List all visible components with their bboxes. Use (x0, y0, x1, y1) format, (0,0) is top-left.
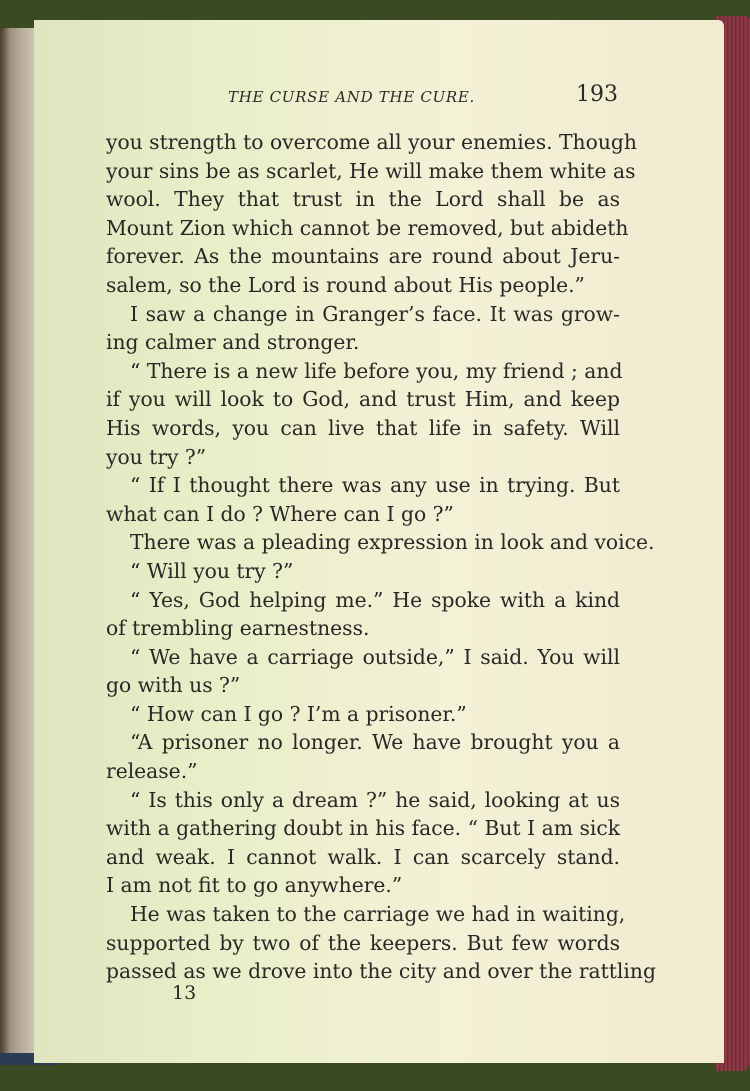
text-line: “ Yes, God helping me.” He spoke with a kind (130, 587, 620, 612)
spine-shadow (0, 28, 10, 1063)
text-line: There was a pleading expression in look and voice. (130, 530, 655, 555)
text-line: your sins be as scarlet, He will make them white as (106, 158, 636, 183)
text-line: release.” (106, 759, 198, 784)
previous-page-edge (0, 28, 36, 1063)
text-line: “ Will you try ?” (130, 558, 294, 583)
page-body-text (106, 128, 656, 986)
text-line: you strength to overcome all your enemies. Though (106, 130, 637, 154)
page-header (34, 68, 724, 108)
text-line: forever. As the mountains are round about Jeru- (106, 244, 620, 269)
text-line: go with us ?” (106, 673, 241, 698)
text-line: “ There is a new life before you, my friend ; and (130, 358, 623, 383)
text-line: I am not fit to go anywhere.” (106, 873, 403, 898)
text-line: His words, you can live that life in safety. Will (106, 415, 620, 440)
text-line: with a gathering doubt in his face. “ But I am sick (106, 816, 620, 841)
text-line: of trembling earnestness. (106, 616, 370, 641)
text-line: “A prisoner no longer. We have brought you a (130, 730, 620, 755)
text-line: you try ?” (106, 444, 207, 469)
text-line: passed as we drove into the city and over the rattling (106, 959, 656, 984)
text-line: I saw a change in Granger’s face. It was grow- (130, 301, 620, 326)
text-line: salem, so the Lord is round about His people.” (106, 272, 585, 297)
text-line: “ If I thought there was any use in trying. But (130, 473, 620, 498)
text-line: what can I do ? Where can I go ?” (106, 501, 454, 526)
text-line: “ How can I go ? I’m a prisoner.” (130, 701, 467, 726)
text-line: wool. They that trust in the Lord shall be as (106, 187, 620, 212)
text-line: if you will look to God, and trust Him, and keep (106, 387, 620, 412)
text-line: “ Is this only a dream ?” he said, looking at us (130, 787, 620, 812)
text-line: ing calmer and stronger. (106, 330, 360, 355)
text-line: Mount Zion which cannot be removed, but abideth (106, 215, 629, 240)
running-head: THE CURSE AND THE CURE. (228, 88, 475, 106)
text-line: and weak. I cannot walk. I can scarcely stand. (106, 844, 620, 869)
page-number: 193 (576, 82, 618, 107)
text-line: “ We have a carriage outside,” I said. You will (130, 644, 620, 669)
text-line: supported by two of the keepers. But few words (106, 930, 620, 955)
signature-mark: 13 (172, 982, 197, 1004)
text-line: He was taken to the carriage we had in waiting, (130, 902, 626, 927)
